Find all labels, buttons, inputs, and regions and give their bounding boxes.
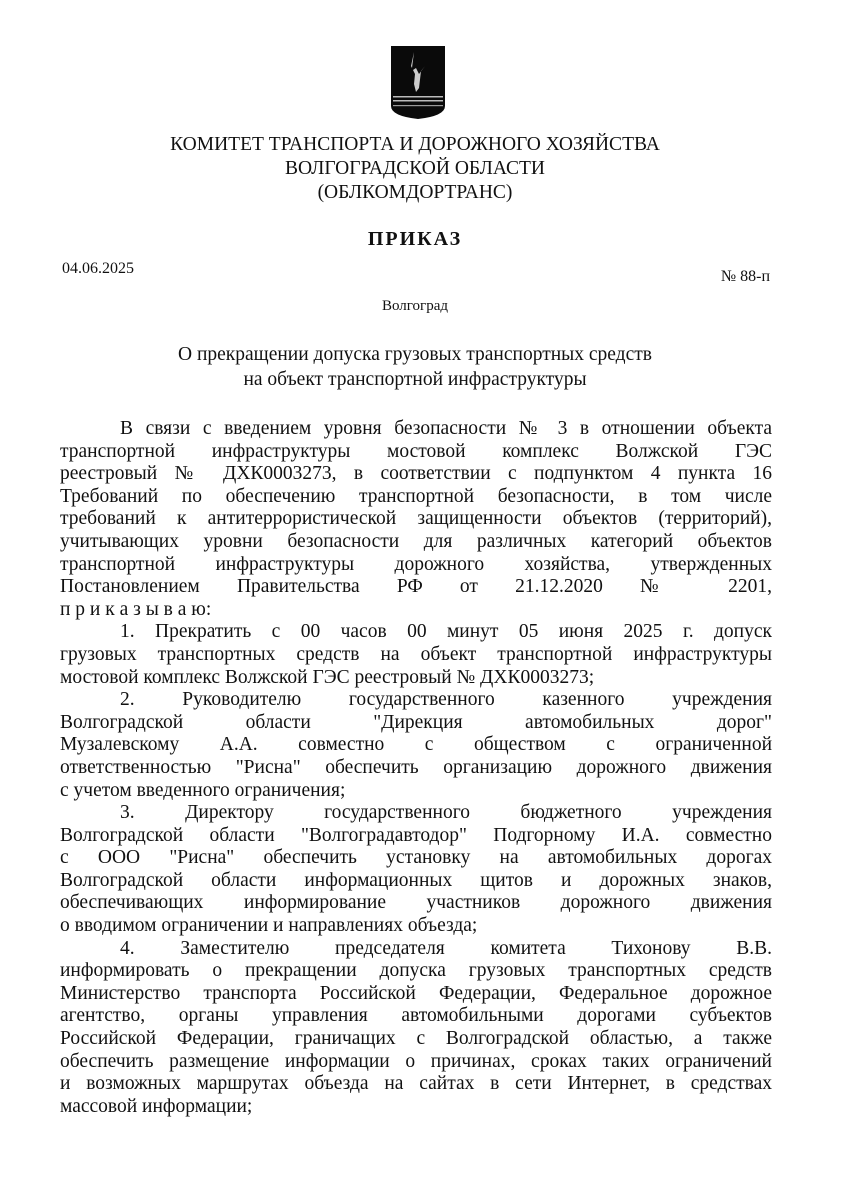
org-name-line-1: КОМИТЕТ ТРАНСПОРТА И ДОРОЖНОГО ХОЗЯЙСТВА [170, 134, 660, 155]
text-line: реестровый № ДХК0003273, в соответствии с подпунктом 4 пункта 16 [60, 463, 772, 485]
text-line: транспортной инфраструктуры дорожного хозяйства, утвержденных [60, 553, 772, 575]
text-line: 2. Руководителю государственного казенного учреждения [120, 689, 772, 711]
coat-of-arms-emblem [389, 44, 447, 120]
document-number: № 88-п [720, 268, 770, 285]
text-line: Требований по обеспечению транспортной безопасности, в том числе [60, 485, 772, 507]
text-line: Волгоградской области "Волгоградавтодор" Подгорному И.А. совместно [60, 824, 772, 846]
text-line: обеспечивающих информирование участников дорожного движения [60, 892, 772, 914]
subject-line: О прекращении допуска грузовых транспортных средств [178, 344, 652, 365]
preamble-paragraph [60, 418, 772, 621]
text-line: Волгоградской области "Дирекция автомобильных дорог" [60, 711, 772, 733]
text-line: мостовой комплекс Волжской ГЭС реестровый № ДХК0003273; [60, 666, 595, 688]
text-line: грузовых транспортных средств на объект транспортной инфраструктуры [60, 643, 772, 665]
text-line: транспортной инфраструктуры мостовой комплекс Волжской ГЭС [60, 440, 772, 462]
text-line: Российской Федерации, граничащих с Волгоградской областью, а также [60, 1028, 772, 1050]
text-line: 3. Директору государственного бюджетного учреждения [120, 802, 772, 824]
text-line: с учетом введенного ограничения; [60, 779, 346, 801]
text-line: о вводимом ограничении и направлениях объезда; [60, 915, 478, 937]
document-subject [0, 342, 830, 392]
text-line: Волгоградской области информационных щитов и дорожных знаков, [60, 869, 772, 891]
text-line: Министерство транспорта Российской Федерации, Федеральное дорожное [60, 982, 772, 1004]
text-line: массовой информации; [60, 1095, 253, 1117]
text-line: Постановлением Правительства РФ от 21.12.2020 № 2201, [60, 576, 772, 598]
text-line: Музалевскому А.А. совместно с обществом с ограниченной [60, 734, 772, 756]
text-line: и возможных маршрутах объезда на сайтах в сети Интернет, в средствах [60, 1073, 772, 1095]
org-name-line-2: ВОЛГОГРАДСКОЙ ОБЛАСТИ [285, 158, 545, 179]
text-line: 4. Заместителю председателя комитета Тихонову В.В. [120, 937, 772, 959]
text-line: требований к антитеррористической защищенности объектов (территорий), [60, 508, 772, 530]
document-type: ПРИКАЗ [367, 228, 463, 250]
document-body [60, 418, 772, 1118]
order-item-4 [60, 938, 772, 1119]
subject-line: на объект транспортной инфраструктуры [243, 369, 587, 390]
org-name-line-3: (ОБЛКОМДОРТРАНС) [317, 182, 513, 203]
order-item-1 [60, 621, 772, 689]
order-item-2 [60, 689, 772, 802]
document-date: 04.06.2025 [62, 260, 134, 277]
text-line: п р и к а з ы в а ю: [60, 598, 212, 620]
text-line: обеспечить размещение информации о причинах, сроках таких ограничений [60, 1050, 772, 1072]
text-line: с ООО "Рисна" обеспечить установку на автомобильных дорогах [60, 847, 772, 869]
text-line: 1. Прекратить с 00 часов 00 минут 05 июня 2025 г. допуск [120, 621, 772, 643]
text-line: учитывающих уровни безопасности для различных категорий объектов [60, 530, 772, 552]
text-line: агентство, органы управления автомобильными дорогами субъектов [60, 1005, 772, 1027]
text-line: информировать о прекращении допуска грузовых транспортных средств [60, 960, 772, 982]
text-line: ответственностью "Рисна" обеспечить организацию дорожного движения [60, 756, 772, 778]
text-line: В связи с введением уровня безопасности № 3 в отношении объекта [120, 418, 772, 439]
document-city: Волгоград [381, 298, 448, 314]
order-item-3 [60, 802, 772, 938]
